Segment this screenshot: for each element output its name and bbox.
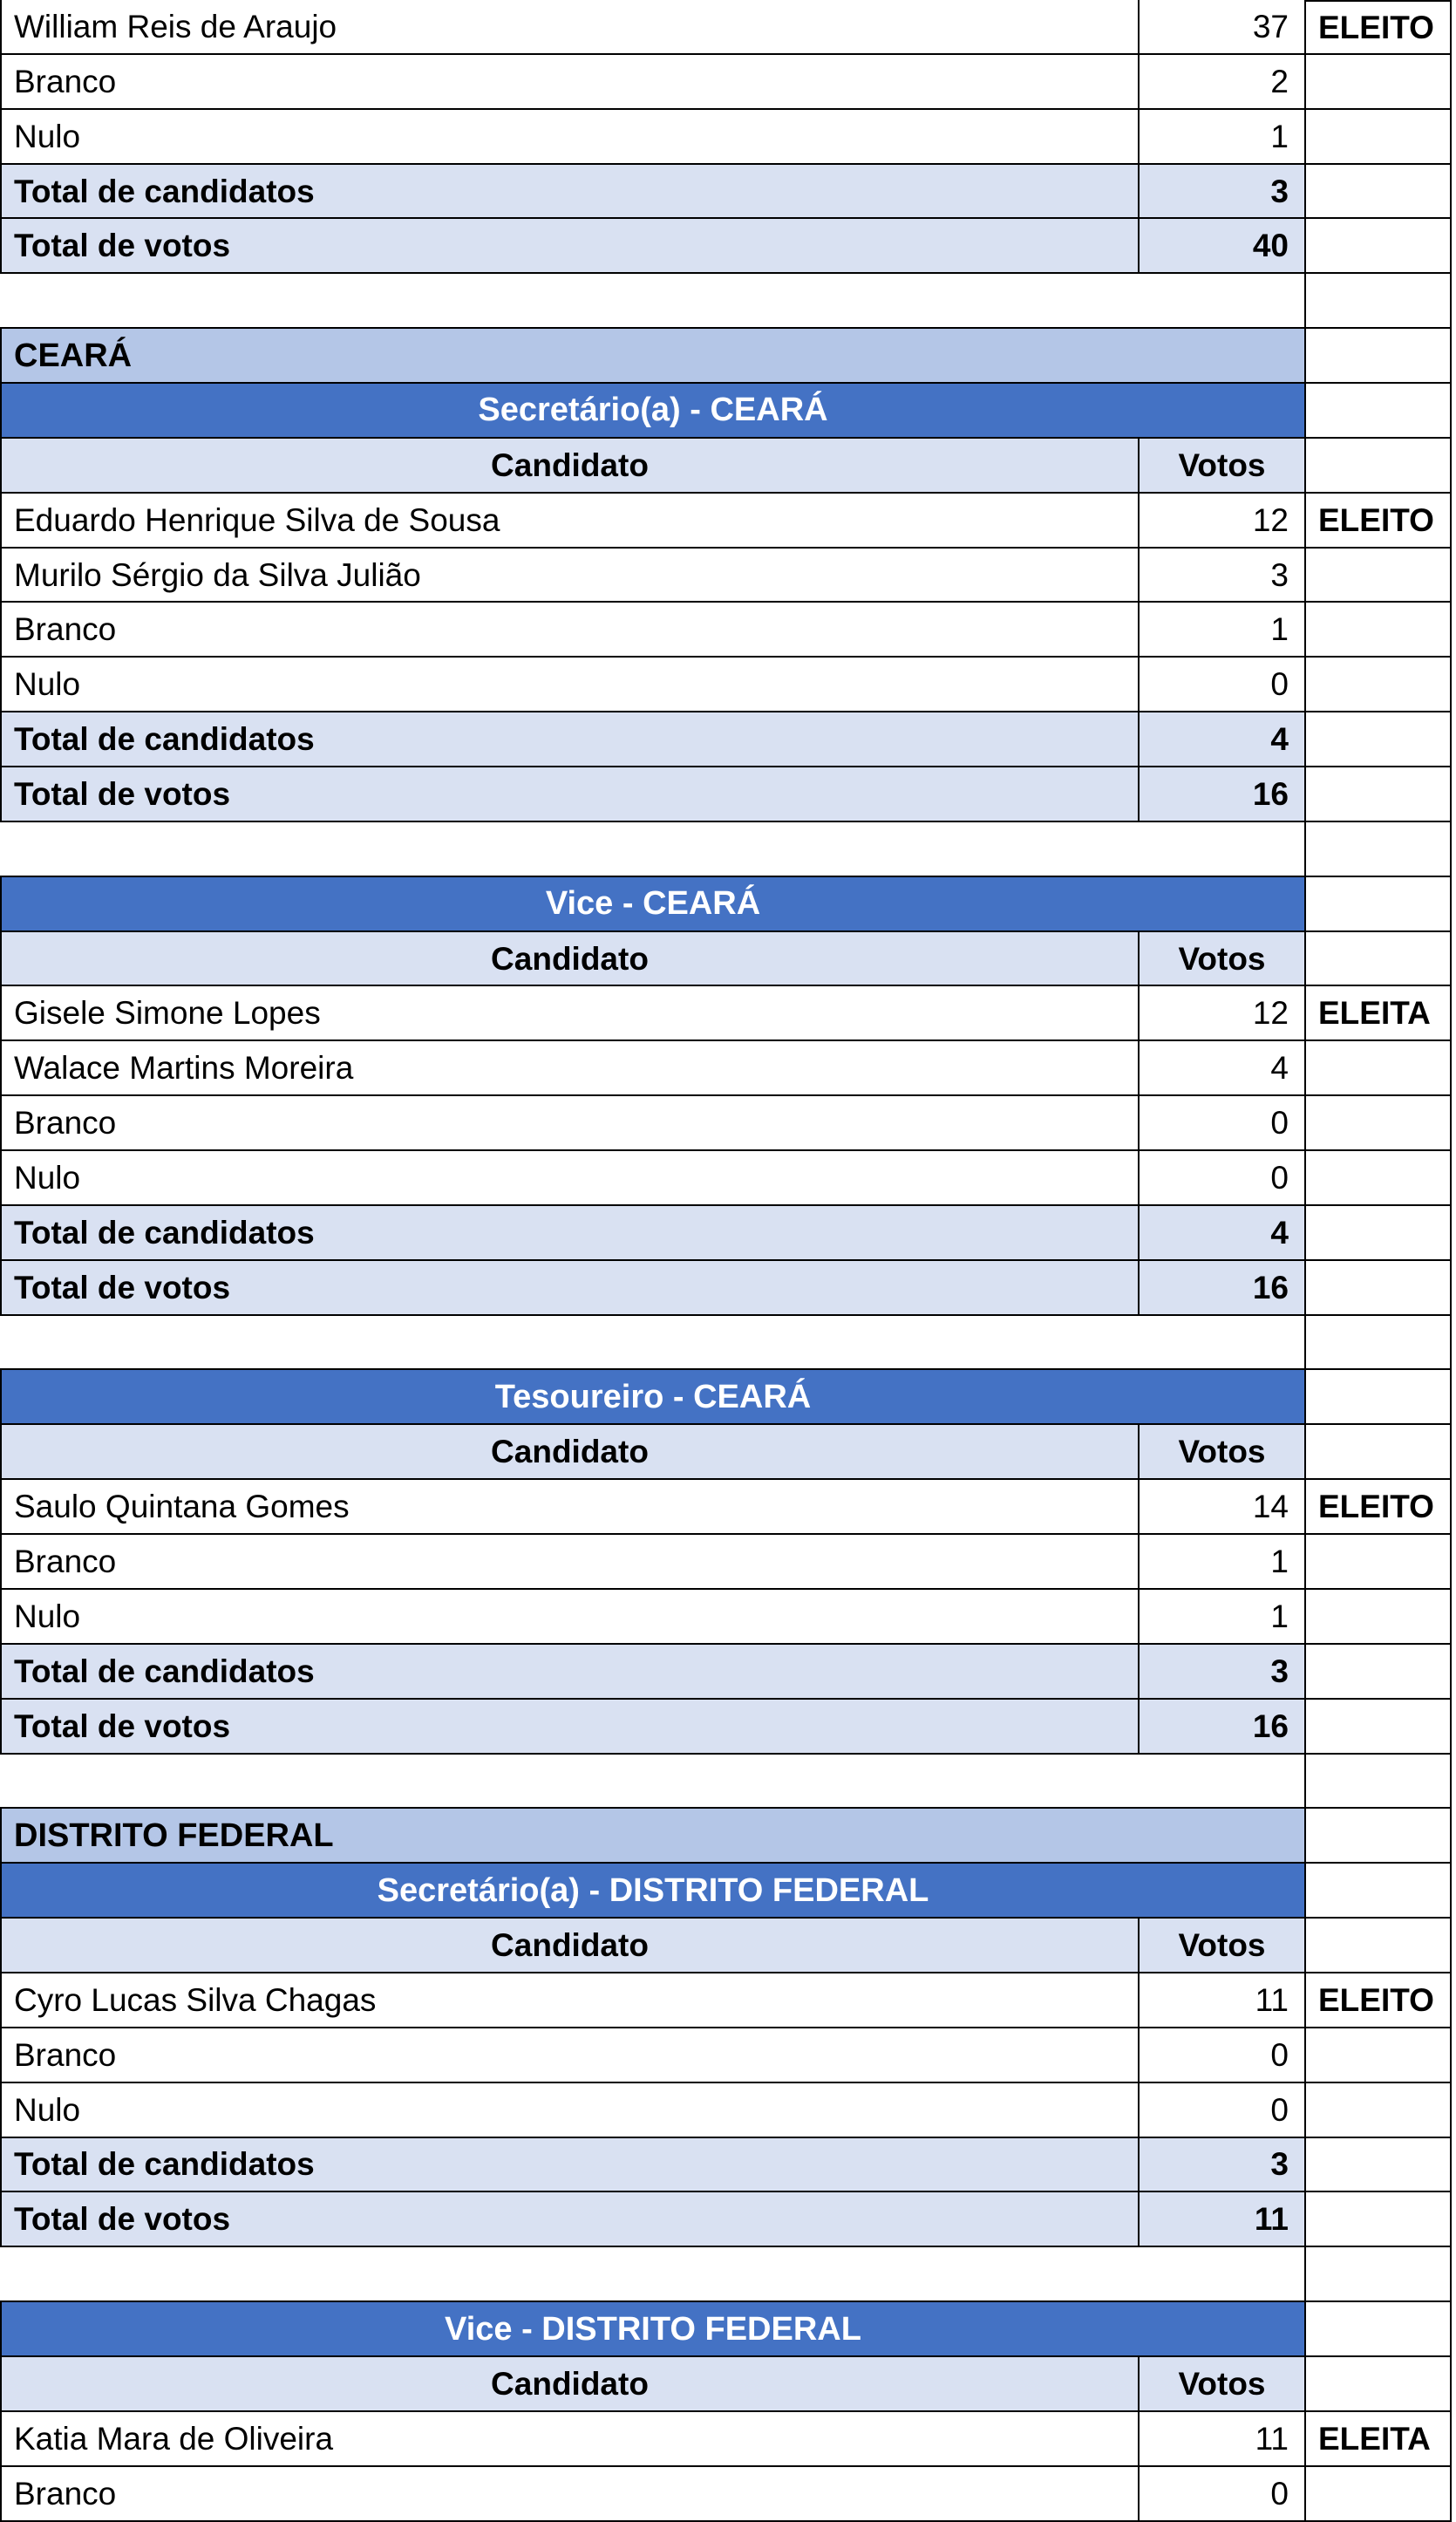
- status-side-cell: [1306, 1645, 1452, 1700]
- candidate-name-cell: Saulo Quintana Gomes: [0, 1480, 1140, 1535]
- votes-cell: 37: [1140, 0, 1306, 55]
- candidato-column-header-cell: Candidato: [0, 2357, 1140, 2412]
- status-side-cell: [1306, 2138, 1452, 2193]
- candidate-name-cell: Branco: [0, 2467, 1140, 2522]
- status-side-cell: [1306, 767, 1452, 822]
- status-side-cell: [1306, 877, 1452, 932]
- total-label-cell: Total de candidatos: [0, 165, 1140, 220]
- candidate-name-cell: Murilo Sérgio da Silva Julião: [0, 549, 1140, 603]
- status-side-cell: [1306, 712, 1452, 767]
- candidate-name-cell: Nulo: [0, 2083, 1140, 2138]
- status-cell: [1306, 1151, 1452, 1206]
- status-cell: [1306, 55, 1452, 110]
- status-side-cell: [1306, 1425, 1452, 1480]
- candidato-column-header-cell: Candidato: [0, 439, 1140, 494]
- total-label-cell: Total de candidatos: [0, 2138, 1140, 2193]
- votes-cell: 12: [1140, 494, 1306, 549]
- votes-cell: 1: [1140, 110, 1306, 165]
- blank-spacer-cell: [0, 274, 1306, 329]
- status-side-cell: [1306, 1206, 1452, 1261]
- votes-cell: 0: [1140, 1096, 1306, 1151]
- blank-spacer-cell: [0, 822, 1306, 877]
- status-cell: ELEITA: [1306, 2412, 1452, 2467]
- status-cell: ELEITO: [1306, 494, 1452, 549]
- candidate-name-cell: Nulo: [0, 1151, 1140, 1206]
- votos-column-header-cell: Votos: [1140, 932, 1306, 987]
- total-label-cell: Total de votos: [0, 1261, 1140, 1316]
- votes-cell: 14: [1140, 1480, 1306, 1535]
- status-side-cell: [1306, 219, 1452, 274]
- votos-column-header-cell: Votos: [1140, 1425, 1306, 1480]
- votos-column-header-cell: Votos: [1140, 439, 1306, 494]
- candidate-name-cell: Branco: [0, 2028, 1140, 2083]
- status-cell: [1306, 2028, 1452, 2083]
- status-cell: [1306, 2467, 1452, 2522]
- status-cell: [1306, 1096, 1452, 1151]
- candidate-name-cell: Branco: [0, 1096, 1140, 1151]
- votes-cell: 0: [1140, 2083, 1306, 2138]
- total-votes-cell: 4: [1140, 1206, 1306, 1261]
- status-side-cell: [1306, 1864, 1452, 1919]
- status-cell: [1306, 2083, 1452, 2138]
- total-votes-cell: 16: [1140, 767, 1306, 822]
- total-votes-cell: 3: [1140, 2138, 1306, 2193]
- blank-spacer-cell: [0, 2247, 1306, 2302]
- total-votes-cell: 11: [1140, 2192, 1306, 2247]
- status-side-cell: [1306, 1755, 1452, 1810]
- status-side-cell: [1306, 1316, 1452, 1371]
- votes-cell: 0: [1140, 2028, 1306, 2083]
- status-cell: [1306, 110, 1452, 165]
- votes-cell: 1: [1140, 1535, 1306, 1590]
- total-label-cell: Total de votos: [0, 219, 1140, 274]
- status-cell: [1306, 549, 1452, 603]
- candidate-name-cell: Gisele Simone Lopes: [0, 986, 1140, 1041]
- total-label-cell: Total de votos: [0, 1700, 1140, 1755]
- total-votes-cell: 3: [1140, 1645, 1306, 1700]
- status-cell: [1306, 1590, 1452, 1645]
- total-label-cell: Total de votos: [0, 2192, 1140, 2247]
- state-header-cell: DISTRITO FEDERAL: [0, 1809, 1306, 1864]
- total-label-cell: Total de candidatos: [0, 1206, 1140, 1261]
- total-label-cell: Total de candidatos: [0, 712, 1140, 767]
- total-votes-cell: 40: [1140, 219, 1306, 274]
- candidate-name-cell: Branco: [0, 1535, 1140, 1590]
- status-side-cell: [1306, 1919, 1452, 1973]
- office-header-cell: Secretário(a) - DISTRITO FEDERAL: [0, 1864, 1306, 1919]
- candidate-name-cell: Nulo: [0, 110, 1140, 165]
- status-side-cell: [1306, 2247, 1452, 2302]
- candidato-column-header-cell: Candidato: [0, 1919, 1140, 1973]
- votes-cell: 0: [1140, 2467, 1306, 2522]
- votes-cell: 1: [1140, 603, 1306, 658]
- status-side-cell: [1306, 439, 1452, 494]
- status-cell: [1306, 1041, 1452, 1096]
- votos-column-header-cell: Votos: [1140, 1919, 1306, 1973]
- votos-column-header-cell: Votos: [1140, 2357, 1306, 2412]
- status-cell: ELEITO: [1306, 1973, 1452, 2028]
- status-side-cell: [1306, 165, 1452, 220]
- total-label-cell: Total de candidatos: [0, 1645, 1140, 1700]
- status-side-cell: [1306, 1261, 1452, 1316]
- blank-spacer-cell: [0, 1316, 1306, 1371]
- total-votes-cell: 3: [1140, 165, 1306, 220]
- status-side-cell: [1306, 329, 1452, 384]
- status-cell: ELEITO: [1306, 1480, 1452, 1535]
- total-votes-cell: 4: [1140, 712, 1306, 767]
- votes-cell: 0: [1140, 1151, 1306, 1206]
- candidate-name-cell: Eduardo Henrique Silva de Sousa: [0, 494, 1140, 549]
- status-cell: [1306, 658, 1452, 712]
- status-side-cell: [1306, 1809, 1452, 1864]
- status-side-cell: [1306, 1370, 1452, 1425]
- candidate-name-cell: Nulo: [0, 1590, 1140, 1645]
- status-cell: [1306, 1535, 1452, 1590]
- candidate-name-cell: Cyro Lucas Silva Chagas: [0, 1973, 1140, 2028]
- office-header-cell: Vice - DISTRITO FEDERAL: [0, 2302, 1306, 2357]
- blank-spacer-cell: [0, 1755, 1306, 1810]
- office-header-cell: Tesoureiro - CEARÁ: [0, 1370, 1306, 1425]
- votes-cell: 11: [1140, 2412, 1306, 2467]
- status-side-cell: [1306, 2357, 1452, 2412]
- total-label-cell: Total de votos: [0, 767, 1140, 822]
- total-votes-cell: 16: [1140, 1700, 1306, 1755]
- office-header-cell: Secretário(a) - CEARÁ: [0, 384, 1306, 439]
- status-cell: ELEITO: [1306, 0, 1452, 55]
- candidate-name-cell: Katia Mara de Oliveira: [0, 2412, 1140, 2467]
- candidate-name-cell: Branco: [0, 603, 1140, 658]
- status-side-cell: [1306, 384, 1452, 439]
- votes-cell: 11: [1140, 1973, 1306, 2028]
- status-side-cell: [1306, 822, 1452, 877]
- candidato-column-header-cell: Candidato: [0, 932, 1140, 987]
- votes-cell: 1: [1140, 1590, 1306, 1645]
- status-cell: [1306, 603, 1452, 658]
- status-side-cell: [1306, 2302, 1452, 2357]
- status-side-cell: [1306, 274, 1452, 329]
- candidate-name-cell: Walace Martins Moreira: [0, 1041, 1140, 1096]
- candidate-name-cell: Nulo: [0, 658, 1140, 712]
- votes-cell: 12: [1140, 986, 1306, 1041]
- votes-cell: 0: [1140, 658, 1306, 712]
- votes-cell: 3: [1140, 549, 1306, 603]
- state-header-cell: CEARÁ: [0, 329, 1306, 384]
- candidate-name-cell: Branco: [0, 55, 1140, 110]
- votes-cell: 4: [1140, 1041, 1306, 1096]
- status-side-cell: [1306, 932, 1452, 987]
- total-votes-cell: 16: [1140, 1261, 1306, 1316]
- status-cell: ELEITA: [1306, 986, 1452, 1041]
- status-side-cell: [1306, 2192, 1452, 2247]
- candidate-name-cell: William Reis de Araujo: [0, 0, 1140, 55]
- votes-cell: 2: [1140, 55, 1306, 110]
- office-header-cell: Vice - CEARÁ: [0, 877, 1306, 932]
- candidato-column-header-cell: Candidato: [0, 1425, 1140, 1480]
- status-side-cell: [1306, 1700, 1452, 1755]
